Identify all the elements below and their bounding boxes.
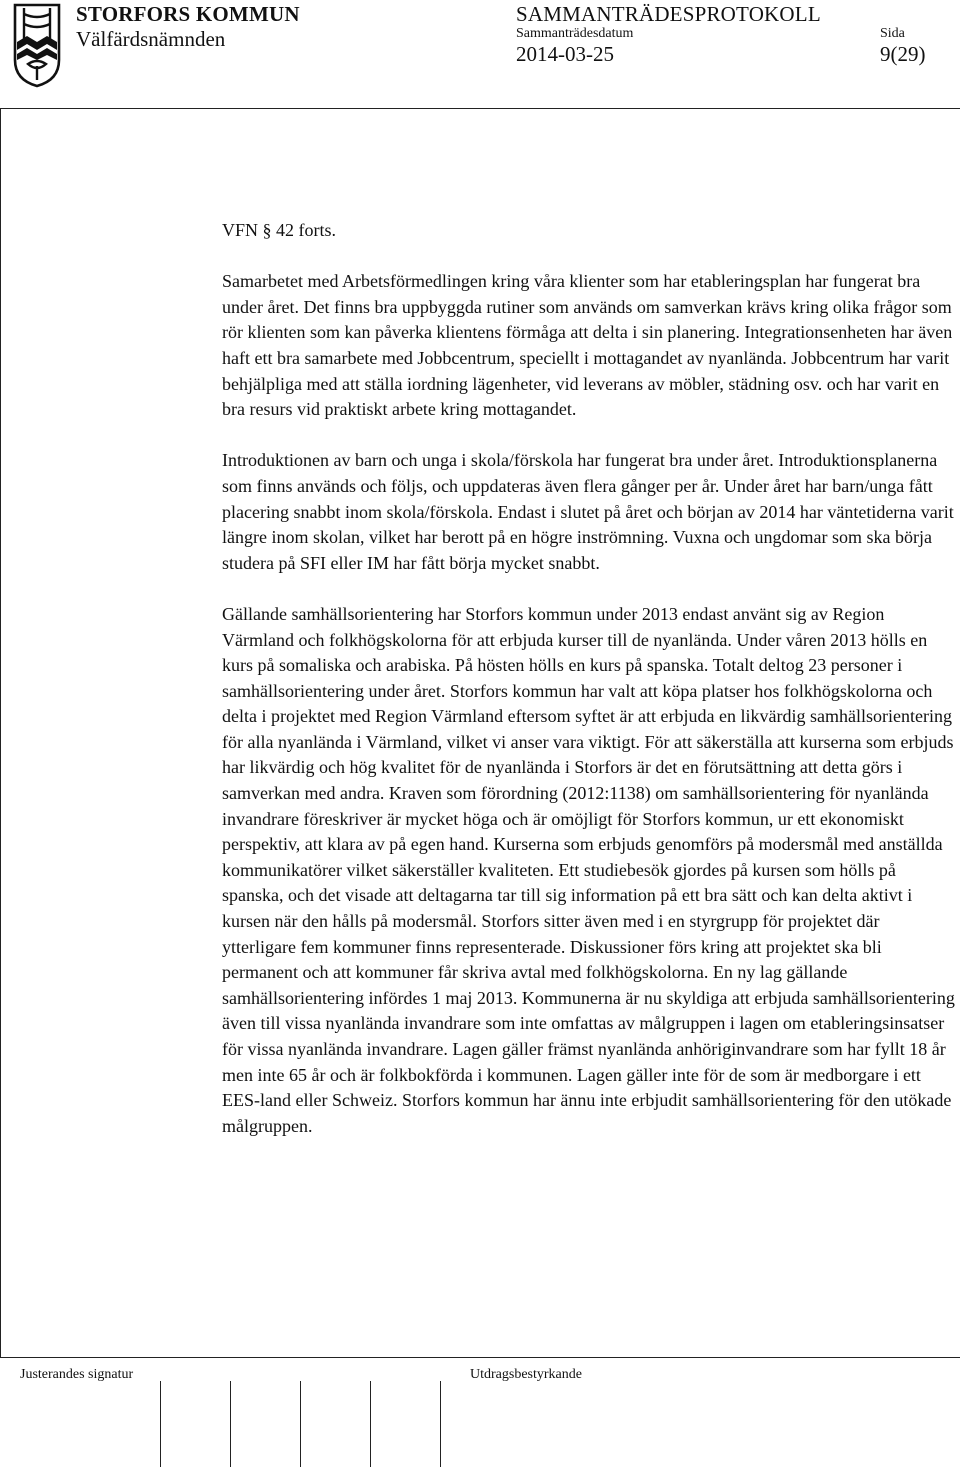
section-heading: VFN § 42 forts. <box>222 220 337 240</box>
body-paragraph: Introduktionen av barn och unga i skola/förskola har fungerat bra under året. Introduktionsplanerna som finns används och följs, och uppdateras även flera gånger per år. Under året har barn/unga fått placering snabbt inom skola/förskola. Endast i slutet på året och början av 2014 har väntetiderna varit längre inom skolan, vilket har berott på en högre inströmning. Vuxna och ungdomar som ska börja studera på SFI eller IM har fått börja mycket snabbt. <box>222 450 954 573</box>
page-label: Sida <box>880 26 905 41</box>
signature-box-divider <box>160 1381 161 1467</box>
document-type: SAMMANTRÄDESPROTOKOLL <box>516 2 821 26</box>
signature-box-divider <box>300 1381 301 1467</box>
organization-name: STORFORS KOMMUN <box>76 2 300 26</box>
signature-label: Justerandes signatur <box>20 1367 134 1382</box>
coat-of-arms-icon <box>12 2 62 88</box>
signature-box-divider <box>440 1381 441 1467</box>
signature-box-divider <box>370 1381 371 1467</box>
extract-certification-label: Utdragsbestyrkande <box>470 1367 582 1382</box>
body-paragraph: Gällande samhällsorientering har Storfors kommun under 2013 endast använt sig av Region Värmland och folkhögskolorna för att erbjuda kurser till de nyanlända. Under våren 2013 hölls en kurs på somaliska och arabiska. På hösten hölls en kurs på spanska. Totalt deltog 23 personer i samhällsorientering under året. Storfors kommun har valt att köpa platser hos folkhögskolorna och delta i projektet med Region Värmland eftersom syftet är att erbjuda en likvärdig samhällsorientering för alla nyanlända i Värmland, vilket vi anser vara viktigt. För att säkerställa att kurserna som erbjuds har likvärdig och hög kvalitet för de nyanlända i Storfors är det en förutsättning att detta görs i samverkan med andra. Kraven som förordning (2012:1138) om samhällsorientering för nyanlända invandrare föreskriver är mycket höga och är omöjligt för Storfors kommun, ur ett ekonomiskt perspektiv, att klara av på egen hand. Kurserna som erbjuds genomförs på modersmål med anställda kommunikatörer vilket säkerställer kvaliteten. Ett studiebesök gjordes på kursen som hölls på spanska, och det visade att deltagarna tar till sig information på ett bra sätt och kan delta aktivt i kursen när den hålls på modersmål. Storfors sitter även med i en styrgrupp för projektet där ytterligare fem kommuner finns representerade. Diskussioner förs kring att projektet ska bli permanent och att kommuner får skriva avtal med folkhögskolorna. En ny lag gällande samhällsorientering infördes 1 maj 2013. Kommunerna är nu skyldiga att erbjuda samhällsorientering även till vissa nyanlända invandrare som inte omfattas av målgruppen i lagen om etableringsinsatser för vissa nyanlända invandrare. Lagen gäller främst nyanlända anhöriginvandrare som har fyllt 18 år men inte 65 år och är folkbokförda i kommunen. Lagen gäller inte för de som är medborgare i ett EES-land eller Schweiz. Storfors kommun har ännu inte erbjudit samhällsorientering för den utökade målgruppen. <box>222 603 955 1136</box>
left-margin-line <box>0 108 1 1357</box>
footer-divider <box>0 1357 960 1358</box>
meeting-date-label: Sammanträdesdatum <box>516 26 634 41</box>
body-paragraph: Samarbetet med Arbetsförmedlingen kring våra klienter som har etableringsplan har fungerat bra under året. Det finns bra uppbyggda rutiner som används om samverkan krävs kring olika frågor som rör klienten som kan påverka klientens förmåga att delta i sin planering. Integrationsenheten har även haft ett bra samarbete med Jobbcentrum, speciellt i mottagandet av nyanlända. Jobbcentrum har varit behjälpliga med att ställa iordning lägenheter, vid leverans av möbler, städning osv. och har varit en bra resurs vid praktiskt arbete kring mottagandet. <box>222 271 953 420</box>
page-number: 9(29) <box>880 42 926 66</box>
signature-box-divider <box>230 1381 231 1467</box>
header-divider <box>0 108 960 109</box>
meeting-date: 2014-03-25 <box>516 42 614 66</box>
document-body <box>222 218 957 1165</box>
board-name: Välfärdsnämnden <box>76 27 226 51</box>
